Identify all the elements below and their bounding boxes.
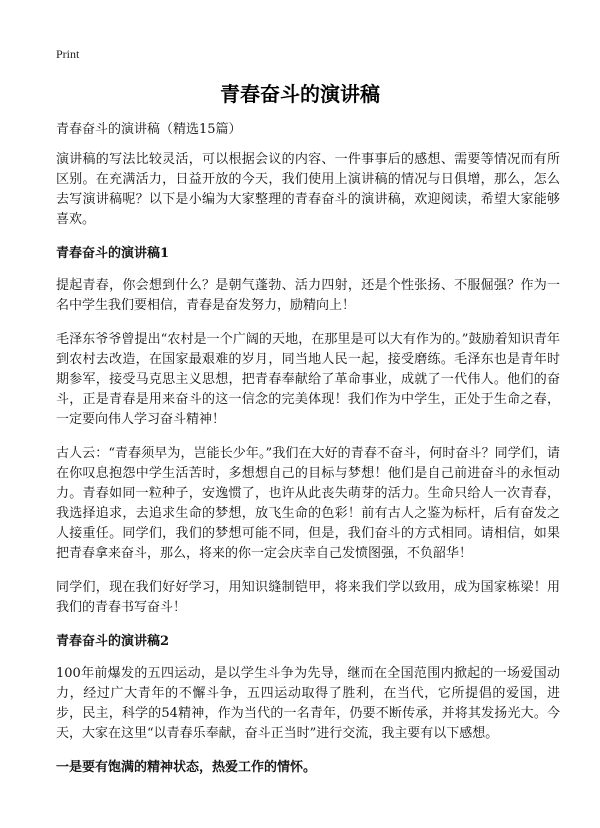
section-2-bold-point: 一是要有饱满的精神状态，热爱工作的情怀。 [56, 760, 317, 775]
print-link[interactable]: Print [56, 47, 80, 61]
page-title: 青春奋斗的演讲稿 [220, 82, 380, 106]
document-body [56, 120, 560, 778]
section-1-heading: 青春奋斗的演讲稿1 [56, 246, 170, 261]
intro-paragraph: 演讲稿的写法比较灵活，可以根据会议的内容、一件事事后的感想、需要等情况而有所区别。在充满活力，日益开放的今天，我们使用上演讲稿的情况与日俱增，那么，怎么去写演讲稿呢？以下是小编为大家整理的青春奋斗的演讲稿，欢迎阅读，希望大家能够喜欢。 [56, 152, 560, 227]
section-1-paragraph: 提起青春，你会想到什么？是朝气蓬勃、活力四射，还是个性张扬、不服倔强？作为一名中学生我们要相信，青春是奋发努力，励精向上！ [56, 278, 560, 313]
section-1-paragraph: 同学们，现在我们好好学习，用知识缝制铠甲，将来我们学以致用，成为国家栋梁！用我们的青春书写奋斗！ [56, 580, 560, 615]
section-1-paragraph: 古人云：“青春须早为，岂能长少年。”我们在大好的青春不奋斗，何时奋斗？同学们，请在你叹息抱怨中学生活苦时，多想想自己的目标与梦想！他们是自己前进奋斗的永恒动力。青春如同一粒种子，安逸惯了，也许从此丧失萌芽的活力。生命只给人一次青春，我选择追求，去追求生命的梦想，放飞生命的色彩！前有古人之鉴为标杆，后有奋发之人接重任。同学们，我们的梦想可能不同，但是，我们奋斗的方式相同。请相信，如果把青春拿来奋斗，那么，将来的你一定会庆幸自己发愤图强，不负韶华！ [56, 446, 560, 561]
section-2-paragraph: 100年前爆发的五四运动，是以学生斗争为先导，继而在全国范围内掀起的一场爱国动力，经过广大青年的不懈斗争，五四运动取得了胜利，在当代，它所提倡的爱国，进步，民主，科学的54精神，作为当代的一名青年，仍要不断传承，并将其发扬光大。今天，大家在这里“以青春乐奉献，奋斗正当时”进行交流，我主要有以下感想。 [56, 666, 560, 741]
document-subtitle: 青春奋斗的演讲稿（精选15篇） [56, 122, 242, 137]
section-1-paragraph: 毛泽东爷爷曾提出“农村是一个广阔的天地，在那里是可以大有作为的。”鼓励着知识青年到农村去改造，在国家最艰难的岁月，同当地人民一起，接受磨练。毛泽东也是青年时期参军，接受马克思主义思想，把青春奉献给了革命事业，成就了一代伟人。他们的奋斗，正是青春是用来奋斗的这一信念的完美体现！我们作为中学生，正处于生命之春，一定要向伟人学习奋斗精神！ [56, 332, 560, 427]
section-2-heading: 青春奋斗的演讲稿2 [56, 634, 170, 649]
